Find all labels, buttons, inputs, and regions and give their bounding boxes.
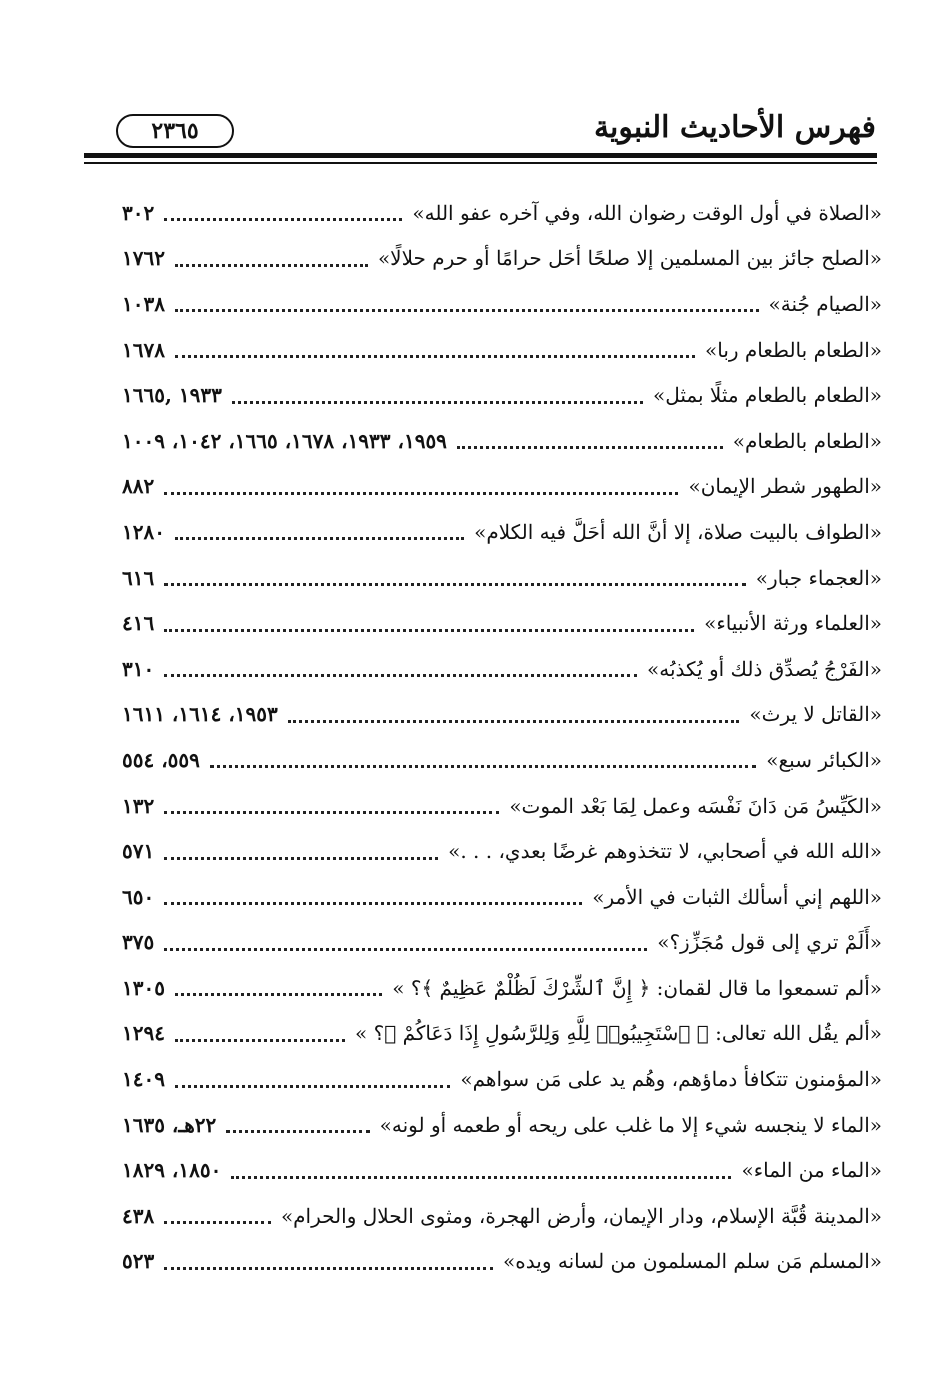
- index-entry: [122, 920, 882, 966]
- page-number: ٢٣٦٥: [116, 114, 234, 148]
- dot-leader: [164, 569, 746, 586]
- index-entry: [122, 555, 882, 601]
- index-entry: [122, 692, 882, 738]
- index-entry: [122, 372, 882, 418]
- index-entry: [122, 1011, 882, 1057]
- page-reference: ١٩٥٣، ١٦١٤، ١٦١١: [122, 702, 278, 727]
- hadith-text: «أَلَمْ تري إلى قول مُجَزِّز؟»: [657, 930, 882, 955]
- hadith-text: «الله الله في أصحابي، لا تتخذوهم غرضًا بعدي، . . .»: [448, 839, 882, 864]
- hadith-text: «الماء من الماء»: [741, 1158, 882, 1183]
- index-entry: [122, 965, 882, 1011]
- index-entry: [122, 509, 882, 555]
- page-reference: ١٣٠٥: [122, 975, 165, 1000]
- dot-leader: [210, 751, 756, 768]
- page-reference: ٥٧١: [122, 839, 155, 864]
- page-reference: ١٦٧٨: [122, 337, 165, 362]
- hadith-text: «العجماء جبار»: [755, 565, 882, 590]
- dot-leader: [164, 1253, 493, 1270]
- hadith-text: «الطهور شطر الإيمان»: [688, 474, 882, 499]
- page-reference: ١٠٣٨: [122, 291, 165, 316]
- page-reference: ٣٠٢: [122, 200, 155, 225]
- index-entry: [122, 1102, 882, 1148]
- hadith-text: «ألم يقُل الله تعالى: ﴿ ٱسْتَجِيبُوا۟ لِلَّهِ وَلِلرَّسُولِ إِذَا دَعَاكُمْ ﴾؟ »: [355, 1021, 882, 1046]
- dot-leader: [164, 660, 637, 677]
- dot-leader: [164, 797, 499, 814]
- index-entry: [122, 1239, 882, 1285]
- index-entry: [122, 418, 882, 464]
- page-reference: ١٨٥٠، ١٨٢٩: [122, 1158, 222, 1183]
- dot-leader: [175, 523, 464, 540]
- hadith-text: «الطعام بالطعام ربا»: [705, 337, 882, 362]
- page-reference: ٦١٦: [122, 565, 155, 590]
- page-reference: ١٩٣٣ ,١٦٦٥: [122, 383, 222, 408]
- hadith-text: «الصلاة في أول الوقت رضوان الله، وفي آخره عفو الله»: [412, 200, 882, 225]
- page-reference: ٣٧٥: [122, 930, 155, 955]
- hadith-text: «القاتل لا يرث»: [749, 702, 882, 727]
- hadith-text: «الصلح جائز بين المسلمين إلا صلحًا أحَل حرامًا أو حرم حلالًا»: [377, 246, 882, 271]
- page-reference: ٥٥٩، ٥٥٤: [122, 747, 200, 772]
- hadith-text: «الطعام بالطعام مثلًا بمثل»: [652, 383, 882, 408]
- dot-leader: [457, 432, 723, 449]
- page-reference: ١٣٢: [122, 793, 155, 818]
- hadith-text: «اللهم إني أسألك الثبات في الأمر»: [592, 884, 882, 909]
- index-entry: [122, 737, 882, 783]
- dot-leader: [175, 295, 759, 312]
- dot-leader: [226, 1116, 369, 1133]
- page-title: فهرس الأحاديث النبوية: [593, 110, 876, 145]
- hadith-text: «ألم تسمعوا ما قال لقمان: ﴿ إِنَّ ٱلشِّرْكَ لَظُلْمٌ عَظِيمٌ ﴾؟ »: [392, 975, 882, 1000]
- dot-leader: [175, 979, 382, 996]
- index-entry: [122, 281, 882, 327]
- index-entry: [122, 236, 882, 282]
- dot-leader: [164, 1207, 271, 1224]
- hadith-text: «المؤمنون تتكافأ دماؤهم، وهُم يد على مَن سواهم»: [460, 1067, 882, 1092]
- hadith-text: «الطواف بالبيت صلاة، إلا أنَّ الله أحَلَّ فيه الكلام»: [474, 519, 882, 544]
- index-entry: [122, 1147, 882, 1193]
- index-entry: [122, 828, 882, 874]
- page-reference: ٨٨٢: [122, 474, 155, 499]
- dot-leader: [288, 706, 740, 723]
- dot-leader: [175, 1071, 450, 1088]
- dot-leader: [164, 843, 438, 860]
- page-reference: ١٩٥٩، ١٩٣٣، ١٦٧٨، ١٦٦٥، ١٠٤٢، ١٠٠٩: [122, 428, 447, 453]
- dot-leader: [175, 341, 695, 358]
- dot-leader: [232, 387, 643, 404]
- page-reference: ١٢٨٠: [122, 519, 165, 544]
- index-entry: [122, 190, 882, 236]
- dot-leader: [164, 204, 402, 221]
- page-header: [84, 108, 876, 152]
- page-reference: ٤٣٨: [122, 1203, 155, 1228]
- page-reference: ٦٥٠: [122, 884, 155, 909]
- dot-leader: [231, 1162, 731, 1179]
- hadith-text: «المدينة قُبَّة الإسلام، ودار الإيمان، وأرض الهجرة، ومثوى الحلال والحرام»: [280, 1203, 882, 1228]
- hadith-text: «الكبائر سبع»: [766, 747, 882, 772]
- index-entry: [122, 783, 882, 829]
- hadith-text: «الماء لا ينجسه شيء إلا ما غلب على ريحه أو طعمه أو لونه»: [379, 1112, 882, 1137]
- index-entry: [122, 874, 882, 920]
- dot-leader: [164, 934, 647, 951]
- page-reference: ٥٢٣: [122, 1249, 155, 1274]
- hadith-text: «المسلم مَن سلم المسلمون من لسانه ويده»: [503, 1249, 882, 1274]
- dot-leader: [175, 1025, 345, 1042]
- index-entry: [122, 646, 882, 692]
- page-reference: ٢٢هـ، ١٦٣٥: [122, 1112, 217, 1137]
- header-rule-thick: [84, 153, 877, 158]
- hadith-text: «الكَيِّسُ مَن دَانَ نَفْسَه وعمل لِمَا بَعْد الموت»: [509, 793, 882, 818]
- index-entry: [122, 1193, 882, 1239]
- index-entry: [122, 327, 882, 373]
- hadith-text: «الفَرْجُ يُصدِّق ذلك أو يُكذبُه»: [646, 656, 882, 681]
- index-entry: [122, 1056, 882, 1102]
- page-reference: ١٧٦٢: [122, 246, 165, 271]
- page-reference: ١٢٩٤: [122, 1021, 165, 1046]
- hadith-text: «الطعام بالطعام»: [732, 428, 882, 453]
- header-rule-thin: [84, 162, 877, 164]
- hadith-text: «العلماء ورثة الأنبياء»: [704, 611, 882, 636]
- dot-leader: [164, 888, 582, 905]
- page-reference: ٤١٦: [122, 611, 155, 636]
- dot-leader: [164, 478, 678, 495]
- index-entry: [122, 600, 882, 646]
- hadith-index-list: [122, 190, 882, 1284]
- page-reference: ١٤٠٩: [122, 1067, 165, 1092]
- dot-leader: [164, 615, 694, 632]
- index-entry: [122, 464, 882, 510]
- hadith-text: «الصيام جُنة»: [768, 291, 882, 316]
- page-reference: ٣١٠: [122, 656, 155, 681]
- dot-leader: [175, 250, 368, 267]
